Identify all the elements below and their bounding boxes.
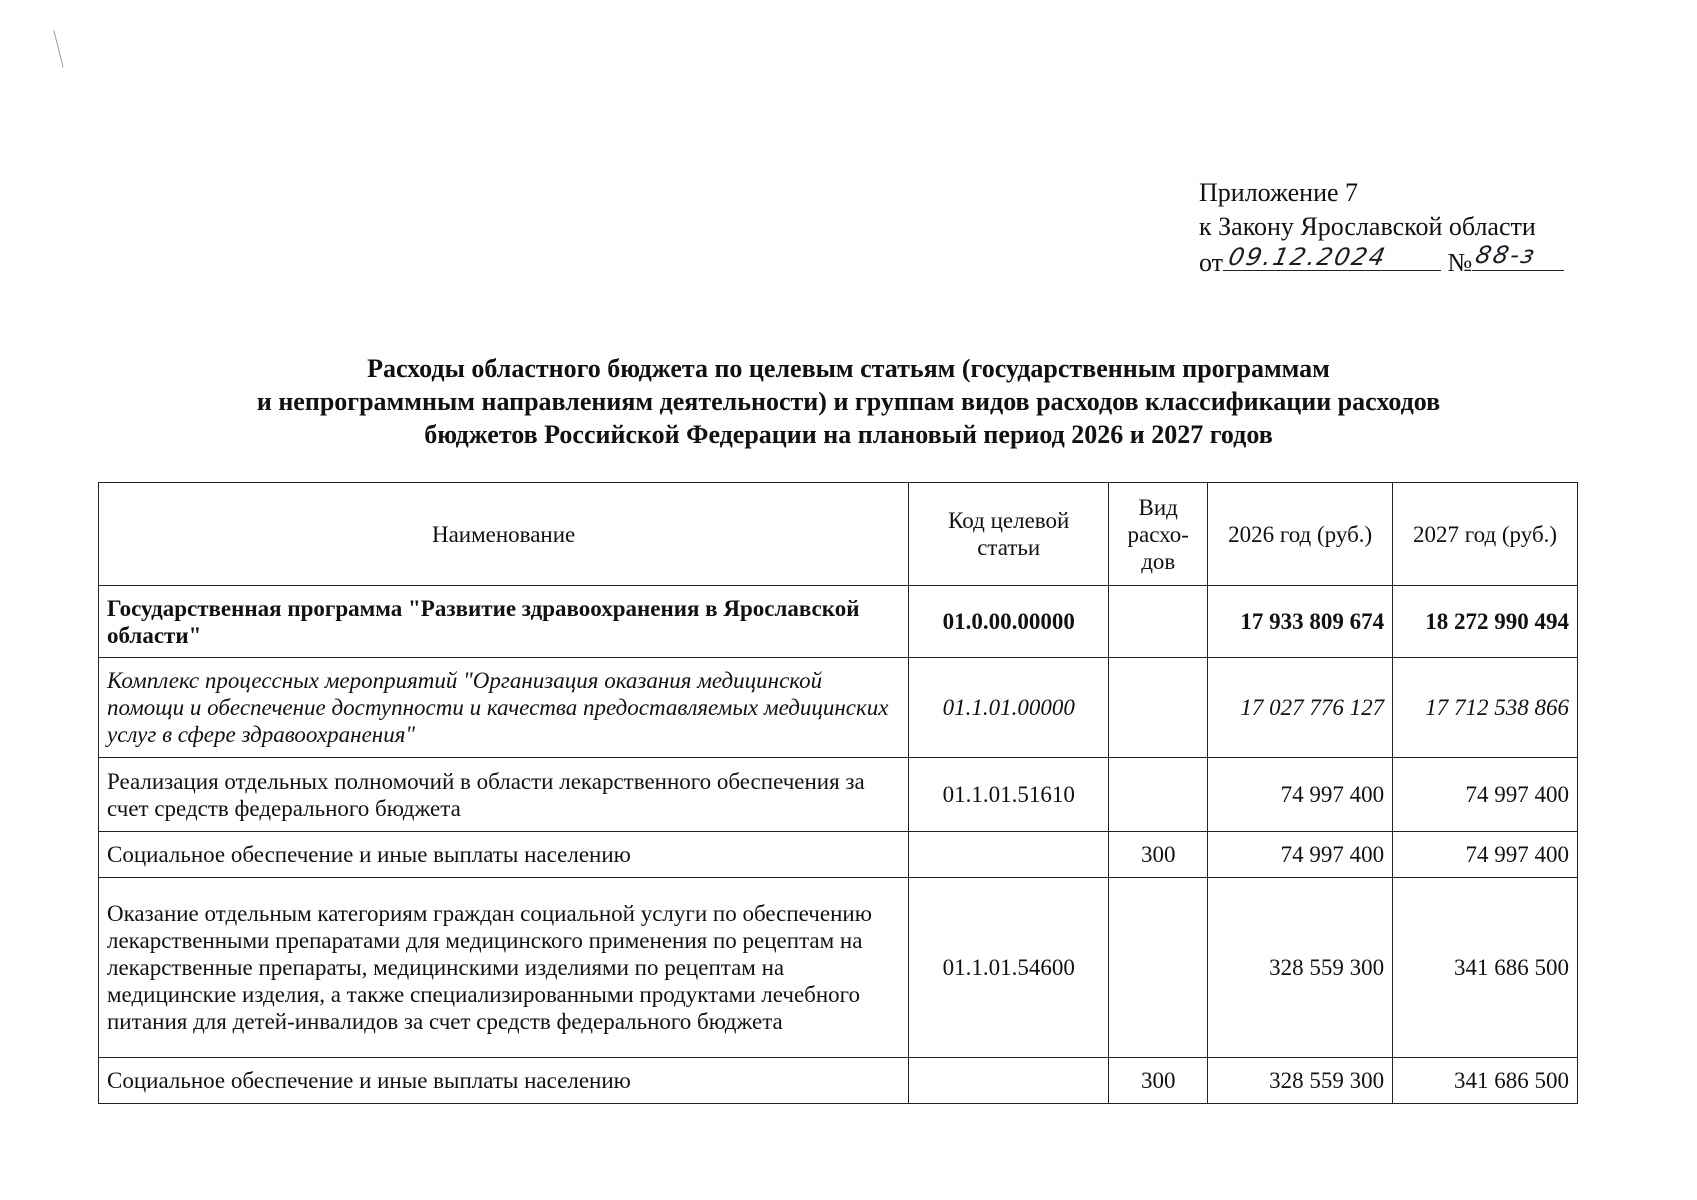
table-row	[99, 758, 1578, 832]
handwritten-number: 88-з	[1473, 241, 1540, 269]
row-code: 01.1.01.54600	[909, 878, 1109, 1058]
row-code	[909, 1058, 1109, 1104]
row-kind	[1109, 758, 1208, 832]
title-line-2: и непрограммным направлениям деятельности) и группам видов расходов классификации расходов	[256, 387, 1441, 416]
title-line-1: Расходы областного бюджета по целевым статьям (государственным программам	[367, 354, 1330, 383]
row-2027: 17 712 538 866	[1393, 658, 1578, 758]
row-2027: 74 997 400	[1393, 758, 1578, 832]
header-year-2026: 2026 год (руб.)	[1208, 483, 1393, 586]
row-code: 01.0.00.00000	[909, 586, 1109, 658]
law-reference: к Закону Ярославской области	[1199, 212, 1536, 241]
row-name: Оказание отдельным категориям граждан социальной услуги по обеспечению лекарственными препаратами для медицинского применения по рецептам на лекарственные препараты, медицинскими изделиями по рецептам на медицинские изделия, а также специализированными продуктами лечебного питания для детей-инвалидов за счет средств федерального бюджета	[99, 878, 909, 1058]
table-row	[99, 658, 1578, 758]
header-kind: Вид расхо-дов	[1109, 483, 1208, 586]
table-row	[99, 832, 1578, 878]
table-header-row	[99, 483, 1578, 586]
row-name: Комплекс процессных мероприятий "Организация оказания медицинской помощи и обеспечение доступности и качества предоставляемых медицинских услуг в сфере здравоохранения"	[99, 658, 909, 758]
row-2026: 17 027 776 127	[1208, 658, 1393, 758]
row-name: Государственная программа "Развитие здравоохранения в Ярославской области"	[99, 586, 909, 658]
row-name: Реализация отдельных полномочий в области лекарственного обеспечения за счет средств федерального бюджета	[99, 758, 909, 832]
row-name: Социальное обеспечение и иные выплаты населению	[99, 1058, 909, 1104]
row-2027: 341 686 500	[1393, 878, 1578, 1058]
date-prefix: от	[1199, 248, 1224, 277]
table-row	[99, 1058, 1578, 1104]
appendix-label: Приложение 7	[1199, 178, 1359, 207]
number-field	[1472, 241, 1564, 271]
row-name: Социальное обеспечение и иные выплаты населению	[99, 832, 909, 878]
row-code	[909, 832, 1109, 878]
date-field	[1223, 244, 1441, 271]
row-2026: 74 997 400	[1208, 758, 1393, 832]
row-kind	[1109, 586, 1208, 658]
row-2026: 74 997 400	[1208, 832, 1393, 878]
document-title	[0, 352, 1697, 451]
number-prefix: №	[1447, 248, 1473, 277]
law-date-line	[1199, 241, 1564, 280]
handwritten-date: 09.12.2024	[1226, 243, 1390, 271]
scan-artifact	[53, 30, 63, 67]
header-year-2027: 2027 год (руб.)	[1393, 483, 1578, 586]
table-row	[99, 878, 1578, 1058]
row-2027: 18 272 990 494	[1393, 586, 1578, 658]
appendix-header	[1199, 176, 1564, 280]
header-name: Наименование	[99, 483, 909, 586]
row-kind: 300	[1109, 1058, 1208, 1104]
row-code: 01.1.01.00000	[909, 658, 1109, 758]
row-2026: 17 933 809 674	[1208, 586, 1393, 658]
title-line-3: бюджетов Российской Федерации на плановый период 2026 и 2027 годов	[424, 420, 1273, 449]
row-2027: 74 997 400	[1393, 832, 1578, 878]
table-row	[99, 586, 1578, 658]
row-2026: 328 559 300	[1208, 878, 1393, 1058]
row-2027: 341 686 500	[1393, 1058, 1578, 1104]
row-2026: 328 559 300	[1208, 1058, 1393, 1104]
row-kind	[1109, 878, 1208, 1058]
header-code: Код целевой статьи	[909, 483, 1109, 586]
row-kind: 300	[1109, 832, 1208, 878]
row-code: 01.1.01.51610	[909, 758, 1109, 832]
expenses-table	[98, 482, 1578, 1104]
row-kind	[1109, 658, 1208, 758]
